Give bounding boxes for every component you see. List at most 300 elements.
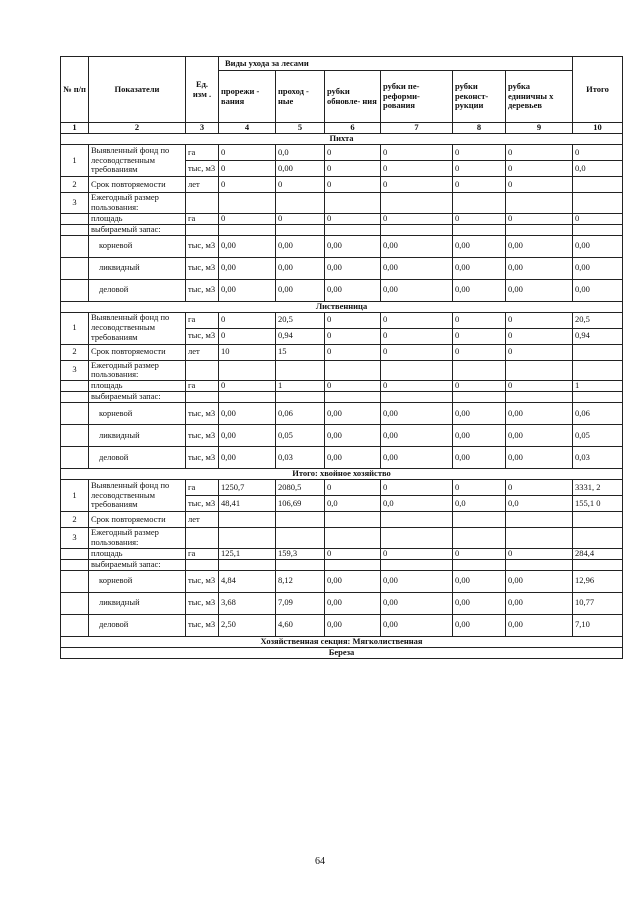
value-cell: 7,09 — [276, 592, 325, 614]
value-cell: 3,68 — [219, 592, 276, 614]
value-cell: 0 — [325, 328, 381, 344]
empty-cell — [186, 392, 219, 403]
empty-cell — [453, 193, 506, 214]
value-cell: 0,03 — [276, 447, 325, 469]
indicator-label: выбираемый запас: — [89, 559, 186, 570]
table-row — [61, 344, 623, 360]
empty-cell — [325, 392, 381, 403]
indicator-label: корневой — [89, 403, 186, 425]
empty-cell — [61, 447, 89, 469]
empty-cell — [453, 224, 506, 235]
value-cell: 0,0 — [506, 496, 573, 512]
empty-cell — [61, 257, 89, 279]
value-cell: 0 — [453, 480, 506, 496]
value-cell: 3331, 2 — [573, 480, 623, 496]
value-cell: 0,00 — [506, 235, 573, 257]
section-title: Береза — [61, 647, 623, 658]
value-cell: 0,00 — [506, 592, 573, 614]
row-number: 3 — [61, 528, 89, 549]
value-cell: 2080,5 — [276, 480, 325, 496]
row-number: 2 — [61, 512, 89, 528]
empty-cell — [573, 193, 623, 214]
header-indicators: Показатели — [89, 57, 186, 123]
value-cell: 0,00 — [381, 403, 453, 425]
unit-cell: га — [186, 381, 219, 392]
value-cell: 0,00 — [219, 447, 276, 469]
empty-cell — [325, 193, 381, 214]
value-cell: 0,0 — [573, 161, 623, 177]
value-cell: 0,00 — [381, 257, 453, 279]
empty-cell — [61, 559, 89, 570]
value-cell: 0 — [506, 381, 573, 392]
header-type: рубки пе- реформи- рования — [381, 71, 453, 123]
value-cell: 0 — [381, 177, 453, 193]
value-cell: 0 — [506, 328, 573, 344]
indicator-label: ликвидный — [89, 592, 186, 614]
indicator-label: Срок повторяемости — [89, 512, 186, 528]
empty-cell — [186, 360, 219, 381]
empty-cell — [276, 360, 325, 381]
value-cell: 7,10 — [573, 614, 623, 636]
value-cell: 0,00 — [506, 257, 573, 279]
indicator-label: ликвидный — [89, 425, 186, 447]
value-cell: 0 — [381, 161, 453, 177]
value-cell: 0,00 — [453, 425, 506, 447]
section-title-row — [61, 469, 623, 480]
unit-cell: лет — [186, 344, 219, 360]
header-type: проход - ные — [276, 71, 325, 123]
table-row — [61, 447, 623, 469]
table-row — [61, 480, 623, 496]
value-cell: 0 — [276, 213, 325, 224]
empty-cell — [219, 224, 276, 235]
row-number: 2 — [61, 344, 89, 360]
value-cell: 8,12 — [276, 570, 325, 592]
row-number: 3 — [61, 360, 89, 381]
value-cell: 0 — [506, 161, 573, 177]
value-cell: 0,0 — [381, 496, 453, 512]
value-cell: 0,94 — [573, 328, 623, 344]
value-cell: 20,5 — [276, 312, 325, 328]
unit-cell: га — [186, 480, 219, 496]
header-type: рубки реконст- рукции — [453, 71, 506, 123]
table-row — [61, 279, 623, 301]
value-cell: 0 — [453, 161, 506, 177]
col-number: 9 — [506, 123, 573, 134]
unit-cell: тыс, м3 — [186, 257, 219, 279]
empty-cell — [325, 224, 381, 235]
value-cell: 0,00 — [573, 235, 623, 257]
value-cell — [453, 512, 506, 528]
value-cell: 12,96 — [573, 570, 623, 592]
value-cell: 0,00 — [453, 570, 506, 592]
value-cell: 0,00 — [453, 279, 506, 301]
value-cell — [219, 512, 276, 528]
indicator-label: Выявленный фонд по лесоводственным требованиям — [89, 480, 186, 512]
table-row — [61, 224, 623, 235]
value-cell — [573, 512, 623, 528]
empty-cell — [325, 559, 381, 570]
section-title-row — [61, 301, 623, 312]
value-cell: 0,03 — [573, 447, 623, 469]
indicator-label: корневой — [89, 570, 186, 592]
empty-cell — [381, 360, 453, 381]
value-cell: 0 — [573, 145, 623, 161]
empty-cell — [61, 403, 89, 425]
col-number: 5 — [276, 123, 325, 134]
indicator-label: Выявленный фонд по лесоводственным требованиям — [89, 312, 186, 344]
value-cell: 0,00 — [453, 447, 506, 469]
empty-cell — [506, 224, 573, 235]
col-number: 6 — [325, 123, 381, 134]
indicator-label: площадь — [89, 213, 186, 224]
value-cell: 0,00 — [506, 279, 573, 301]
unit-cell: лет — [186, 512, 219, 528]
indicator-label: корневой — [89, 235, 186, 257]
header-unit: Ед. изм . — [186, 57, 219, 123]
section-title: Итого: хвойное хозяйство — [61, 469, 623, 480]
empty-cell — [573, 392, 623, 403]
value-cell: 0 — [381, 344, 453, 360]
empty-cell — [325, 360, 381, 381]
unit-cell: тыс, м3 — [186, 161, 219, 177]
col-number: 3 — [186, 123, 219, 134]
empty-cell — [219, 392, 276, 403]
value-cell: 1250,7 — [219, 480, 276, 496]
value-cell: 0,00 — [219, 235, 276, 257]
section-title: Пихта — [61, 134, 623, 145]
value-cell: 0,00 — [381, 279, 453, 301]
value-cell: 0 — [219, 381, 276, 392]
value-cell: 0,00 — [506, 447, 573, 469]
value-cell: 0,00 — [453, 235, 506, 257]
header-no: № п/п — [61, 57, 89, 123]
table-row — [61, 548, 623, 559]
value-cell: 0 — [325, 177, 381, 193]
value-cell: 0,05 — [573, 425, 623, 447]
value-cell: 0 — [219, 328, 276, 344]
value-cell: 0,94 — [276, 328, 325, 344]
value-cell: 0 — [276, 177, 325, 193]
empty-cell — [61, 548, 89, 559]
value-cell: 0,00 — [276, 257, 325, 279]
empty-cell — [381, 528, 453, 549]
empty-cell — [506, 360, 573, 381]
value-cell: 10,77 — [573, 592, 623, 614]
value-cell: 0,00 — [325, 592, 381, 614]
value-cell: 0 — [325, 145, 381, 161]
value-cell: 0,00 — [325, 447, 381, 469]
value-cell: 0 — [381, 548, 453, 559]
empty-cell — [61, 592, 89, 614]
table-row — [61, 559, 623, 570]
value-cell: 0,00 — [506, 425, 573, 447]
forest-care-table — [60, 56, 623, 659]
value-cell: 0,00 — [381, 447, 453, 469]
value-cell: 0,00 — [453, 257, 506, 279]
value-cell: 0,00 — [219, 257, 276, 279]
value-cell: 0 — [506, 480, 573, 496]
value-cell: 0 — [325, 548, 381, 559]
empty-cell — [61, 381, 89, 392]
empty-cell — [506, 559, 573, 570]
header-care-types: Виды ухода за лесами — [219, 57, 573, 71]
empty-cell — [219, 559, 276, 570]
value-cell — [381, 512, 453, 528]
empty-cell — [573, 528, 623, 549]
empty-cell — [325, 528, 381, 549]
value-cell: 0 — [381, 381, 453, 392]
empty-cell — [453, 528, 506, 549]
value-cell: 0,00 — [219, 425, 276, 447]
section-title: Лиственница — [61, 301, 623, 312]
empty-cell — [186, 193, 219, 214]
value-cell: 0,00 — [381, 235, 453, 257]
header-type: рубка единичны х деревьев — [506, 71, 573, 123]
value-cell: 0 — [325, 480, 381, 496]
value-cell: 159,3 — [276, 548, 325, 559]
value-cell — [573, 177, 623, 193]
value-cell: 0 — [381, 213, 453, 224]
value-cell: 284,4 — [573, 548, 623, 559]
value-cell: 0 — [381, 145, 453, 161]
empty-cell — [61, 235, 89, 257]
value-cell: 0,0 — [325, 496, 381, 512]
empty-cell — [219, 528, 276, 549]
indicator-label: деловой — [89, 614, 186, 636]
col-number: 4 — [219, 123, 276, 134]
unit-cell: га — [186, 312, 219, 328]
value-cell: 0 — [453, 328, 506, 344]
row-number: 2 — [61, 177, 89, 193]
value-cell: 0 — [381, 480, 453, 496]
value-cell: 0,00 — [325, 614, 381, 636]
indicator-label: площадь — [89, 548, 186, 559]
value-cell: 0,00 — [573, 279, 623, 301]
value-cell: 0 — [506, 312, 573, 328]
table-row — [61, 592, 623, 614]
value-cell: 0,00 — [381, 570, 453, 592]
indicator-label: Ежегодный размер пользования: — [89, 193, 186, 214]
value-cell: 1 — [276, 381, 325, 392]
value-cell: 0 — [453, 213, 506, 224]
empty-cell — [276, 392, 325, 403]
value-cell — [276, 512, 325, 528]
value-cell: 0 — [219, 213, 276, 224]
empty-cell — [61, 425, 89, 447]
row-number: 1 — [61, 480, 89, 512]
empty-cell — [276, 224, 325, 235]
value-cell: 0,00 — [506, 403, 573, 425]
empty-cell — [453, 392, 506, 403]
value-cell: 4,60 — [276, 614, 325, 636]
value-cell: 0,00 — [381, 592, 453, 614]
value-cell: 20,5 — [573, 312, 623, 328]
value-cell: 0,00 — [325, 403, 381, 425]
empty-cell — [61, 213, 89, 224]
value-cell: 0 — [219, 161, 276, 177]
empty-cell — [186, 559, 219, 570]
empty-cell — [186, 224, 219, 235]
empty-cell — [276, 528, 325, 549]
indicator-label: площадь — [89, 381, 186, 392]
value-cell: 106,69 — [276, 496, 325, 512]
col-number: 8 — [453, 123, 506, 134]
value-cell: 2,50 — [219, 614, 276, 636]
empty-cell — [381, 392, 453, 403]
empty-cell — [381, 559, 453, 570]
value-cell: 0,00 — [219, 403, 276, 425]
unit-cell: тыс, м3 — [186, 328, 219, 344]
value-cell — [573, 344, 623, 360]
header-total: Итого — [573, 57, 623, 123]
value-cell: 0,00 — [506, 570, 573, 592]
row-number: 3 — [61, 193, 89, 214]
value-cell: 0 — [325, 213, 381, 224]
indicator-label: выбираемый запас: — [89, 224, 186, 235]
unit-cell: тыс, м3 — [186, 425, 219, 447]
header-type: прорежи - вания — [219, 71, 276, 123]
empty-cell — [276, 559, 325, 570]
value-cell: 0 — [453, 381, 506, 392]
value-cell: 0,0 — [276, 145, 325, 161]
unit-cell: тыс, м3 — [186, 496, 219, 512]
value-cell: 0 — [506, 177, 573, 193]
unit-cell: га — [186, 145, 219, 161]
empty-cell — [276, 193, 325, 214]
value-cell: 0,00 — [276, 279, 325, 301]
value-cell: 0 — [453, 177, 506, 193]
empty-cell — [61, 392, 89, 403]
table-row — [61, 312, 623, 328]
table-row — [61, 570, 623, 592]
value-cell: 0,00 — [381, 425, 453, 447]
table-row — [61, 177, 623, 193]
column-numbers-row — [61, 123, 623, 134]
value-cell: 0,0 — [453, 496, 506, 512]
table-row — [61, 235, 623, 257]
empty-cell — [381, 193, 453, 214]
empty-cell — [573, 360, 623, 381]
value-cell: 0,00 — [325, 235, 381, 257]
section-title-row — [61, 636, 623, 647]
empty-cell — [453, 559, 506, 570]
value-cell: 0,05 — [276, 425, 325, 447]
table-row — [61, 213, 623, 224]
value-cell: 0 — [573, 213, 623, 224]
unit-cell: тыс, м3 — [186, 447, 219, 469]
value-cell: 0 — [325, 344, 381, 360]
header-type: рубки обновле- ния — [325, 71, 381, 123]
value-cell: 10 — [219, 344, 276, 360]
empty-cell — [219, 193, 276, 214]
value-cell — [325, 512, 381, 528]
indicator-label: Срок повторяемости — [89, 344, 186, 360]
value-cell: 0,00 — [381, 614, 453, 636]
indicator-label: Ежегодный размер пользования: — [89, 360, 186, 381]
section-title: Хозяйственная секция: Мягколиственная — [61, 636, 623, 647]
table-row — [61, 614, 623, 636]
col-number: 2 — [89, 123, 186, 134]
value-cell: 0,06 — [276, 403, 325, 425]
indicator-label: деловой — [89, 447, 186, 469]
value-cell: 0,00 — [325, 279, 381, 301]
indicator-label: Ежегодный размер пользования: — [89, 528, 186, 549]
value-cell: 0,00 — [276, 235, 325, 257]
empty-cell — [381, 224, 453, 235]
indicator-label: ликвидный — [89, 257, 186, 279]
empty-cell — [573, 559, 623, 570]
value-cell: 0,00 — [325, 257, 381, 279]
value-cell: 0 — [325, 312, 381, 328]
value-cell: 0 — [453, 312, 506, 328]
value-cell: 0 — [219, 177, 276, 193]
col-number: 10 — [573, 123, 623, 134]
row-number: 1 — [61, 145, 89, 177]
table-row — [61, 193, 623, 214]
value-cell: 0,00 — [453, 592, 506, 614]
value-cell: 0,00 — [325, 425, 381, 447]
unit-cell: тыс, м3 — [186, 403, 219, 425]
empty-cell — [219, 360, 276, 381]
value-cell: 0 — [219, 145, 276, 161]
value-cell: 15 — [276, 344, 325, 360]
value-cell: 0 — [325, 161, 381, 177]
empty-cell — [453, 360, 506, 381]
value-cell: 0 — [219, 312, 276, 328]
value-cell: 0,00 — [276, 161, 325, 177]
section-title-row — [61, 134, 623, 145]
unit-cell: тыс, м3 — [186, 614, 219, 636]
value-cell: 0,00 — [453, 614, 506, 636]
value-cell: 4,84 — [219, 570, 276, 592]
unit-cell: га — [186, 213, 219, 224]
value-cell: 48,41 — [219, 496, 276, 512]
value-cell: 0 — [506, 145, 573, 161]
table-row — [61, 528, 623, 549]
unit-cell: тыс, м3 — [186, 592, 219, 614]
empty-cell — [61, 614, 89, 636]
empty-cell — [61, 570, 89, 592]
value-cell: 1 — [573, 381, 623, 392]
empty-cell — [186, 528, 219, 549]
table-row — [61, 257, 623, 279]
unit-cell: тыс, м3 — [186, 235, 219, 257]
value-cell: 0,00 — [219, 279, 276, 301]
table-row — [61, 360, 623, 381]
row-number: 1 — [61, 312, 89, 344]
table-row — [61, 145, 623, 161]
value-cell: 0 — [453, 344, 506, 360]
value-cell — [506, 512, 573, 528]
value-cell: 0 — [506, 213, 573, 224]
value-cell: 0 — [453, 145, 506, 161]
value-cell: 0 — [453, 548, 506, 559]
table-row — [61, 512, 623, 528]
empty-cell — [61, 279, 89, 301]
table-row — [61, 392, 623, 403]
value-cell: 0,00 — [506, 614, 573, 636]
section-title-row — [61, 647, 623, 658]
empty-cell — [506, 392, 573, 403]
page-number: 64 — [315, 856, 325, 867]
value-cell: 0 — [325, 381, 381, 392]
col-number: 1 — [61, 123, 89, 134]
table-row — [61, 403, 623, 425]
empty-cell — [506, 528, 573, 549]
unit-cell: тыс, м3 — [186, 279, 219, 301]
empty-cell — [573, 224, 623, 235]
